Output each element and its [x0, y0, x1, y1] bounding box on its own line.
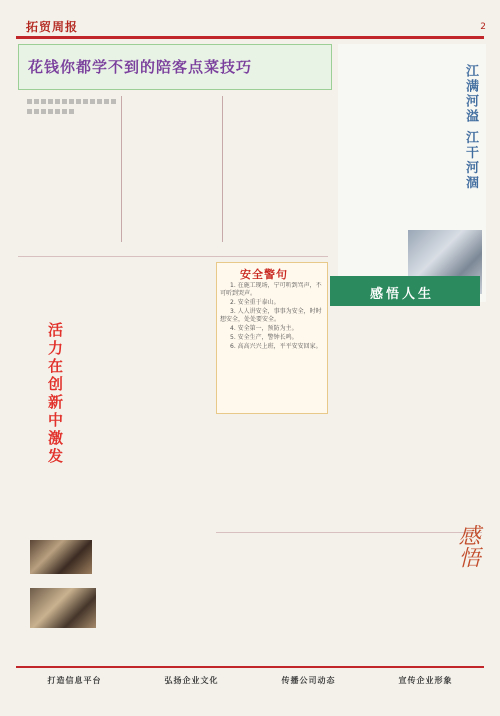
right-feature-title: 江满河溢 江干河涸 [463, 64, 478, 191]
life-title: 感悟人生 [370, 287, 435, 302]
header-divider [16, 36, 484, 39]
safety-item: 5. 安全生产，警钟长鸣。 [230, 334, 298, 341]
article-text-bottom-2 [318, 538, 406, 648]
safety-item: 1. 在施工现场，宁可听到骂声，不可听到哭声。 [220, 282, 322, 297]
footer-item: 传播公司动态 [281, 675, 336, 685]
gan-wu-title: 感悟 [455, 524, 480, 568]
headline-title: 花钱你都学不到的陪客点菜技巧 [28, 58, 253, 76]
safety-item: 2. 安全重于泰山。 [230, 299, 280, 306]
page-number: 2 [480, 22, 486, 32]
article-text-column-1 [26, 98, 118, 238]
article-text-column-2 [126, 98, 218, 238]
article-text-bottom-3 [410, 538, 450, 648]
column-divider [222, 96, 223, 242]
safety-item: 4. 安全第一，预防为主。 [230, 325, 298, 332]
footer-item: 打造信息平台 [47, 675, 102, 685]
column-divider [121, 96, 122, 242]
article-text-column-3 [226, 98, 322, 238]
safety-title: 安全警句 [240, 268, 288, 281]
footer-item: 弘扬企业文化 [164, 675, 219, 685]
article-text-middle [216, 418, 326, 528]
right-feature-text [340, 60, 432, 220]
life-article [330, 310, 482, 460]
article-photo-1 [30, 540, 92, 574]
article-photo-2 [30, 588, 96, 628]
safety-item: 3. 人人讲安全，事事为安全，时时想安全，处处要安全。 [220, 308, 322, 323]
safety-list [220, 282, 322, 408]
article-text-bottom-1 [218, 538, 314, 648]
safety-item: 6. 高高兴兴上班，平平安安回家。 [230, 343, 322, 350]
newspaper-title: 拓贸周报 [26, 20, 79, 34]
footer-item: 宣传企业形象 [398, 675, 453, 685]
section-divider [216, 532, 482, 533]
left-feature-title: 活力在创新中激发 [46, 322, 64, 466]
left-feature-article [84, 264, 212, 626]
footer [16, 666, 484, 692]
section-divider [18, 256, 328, 257]
